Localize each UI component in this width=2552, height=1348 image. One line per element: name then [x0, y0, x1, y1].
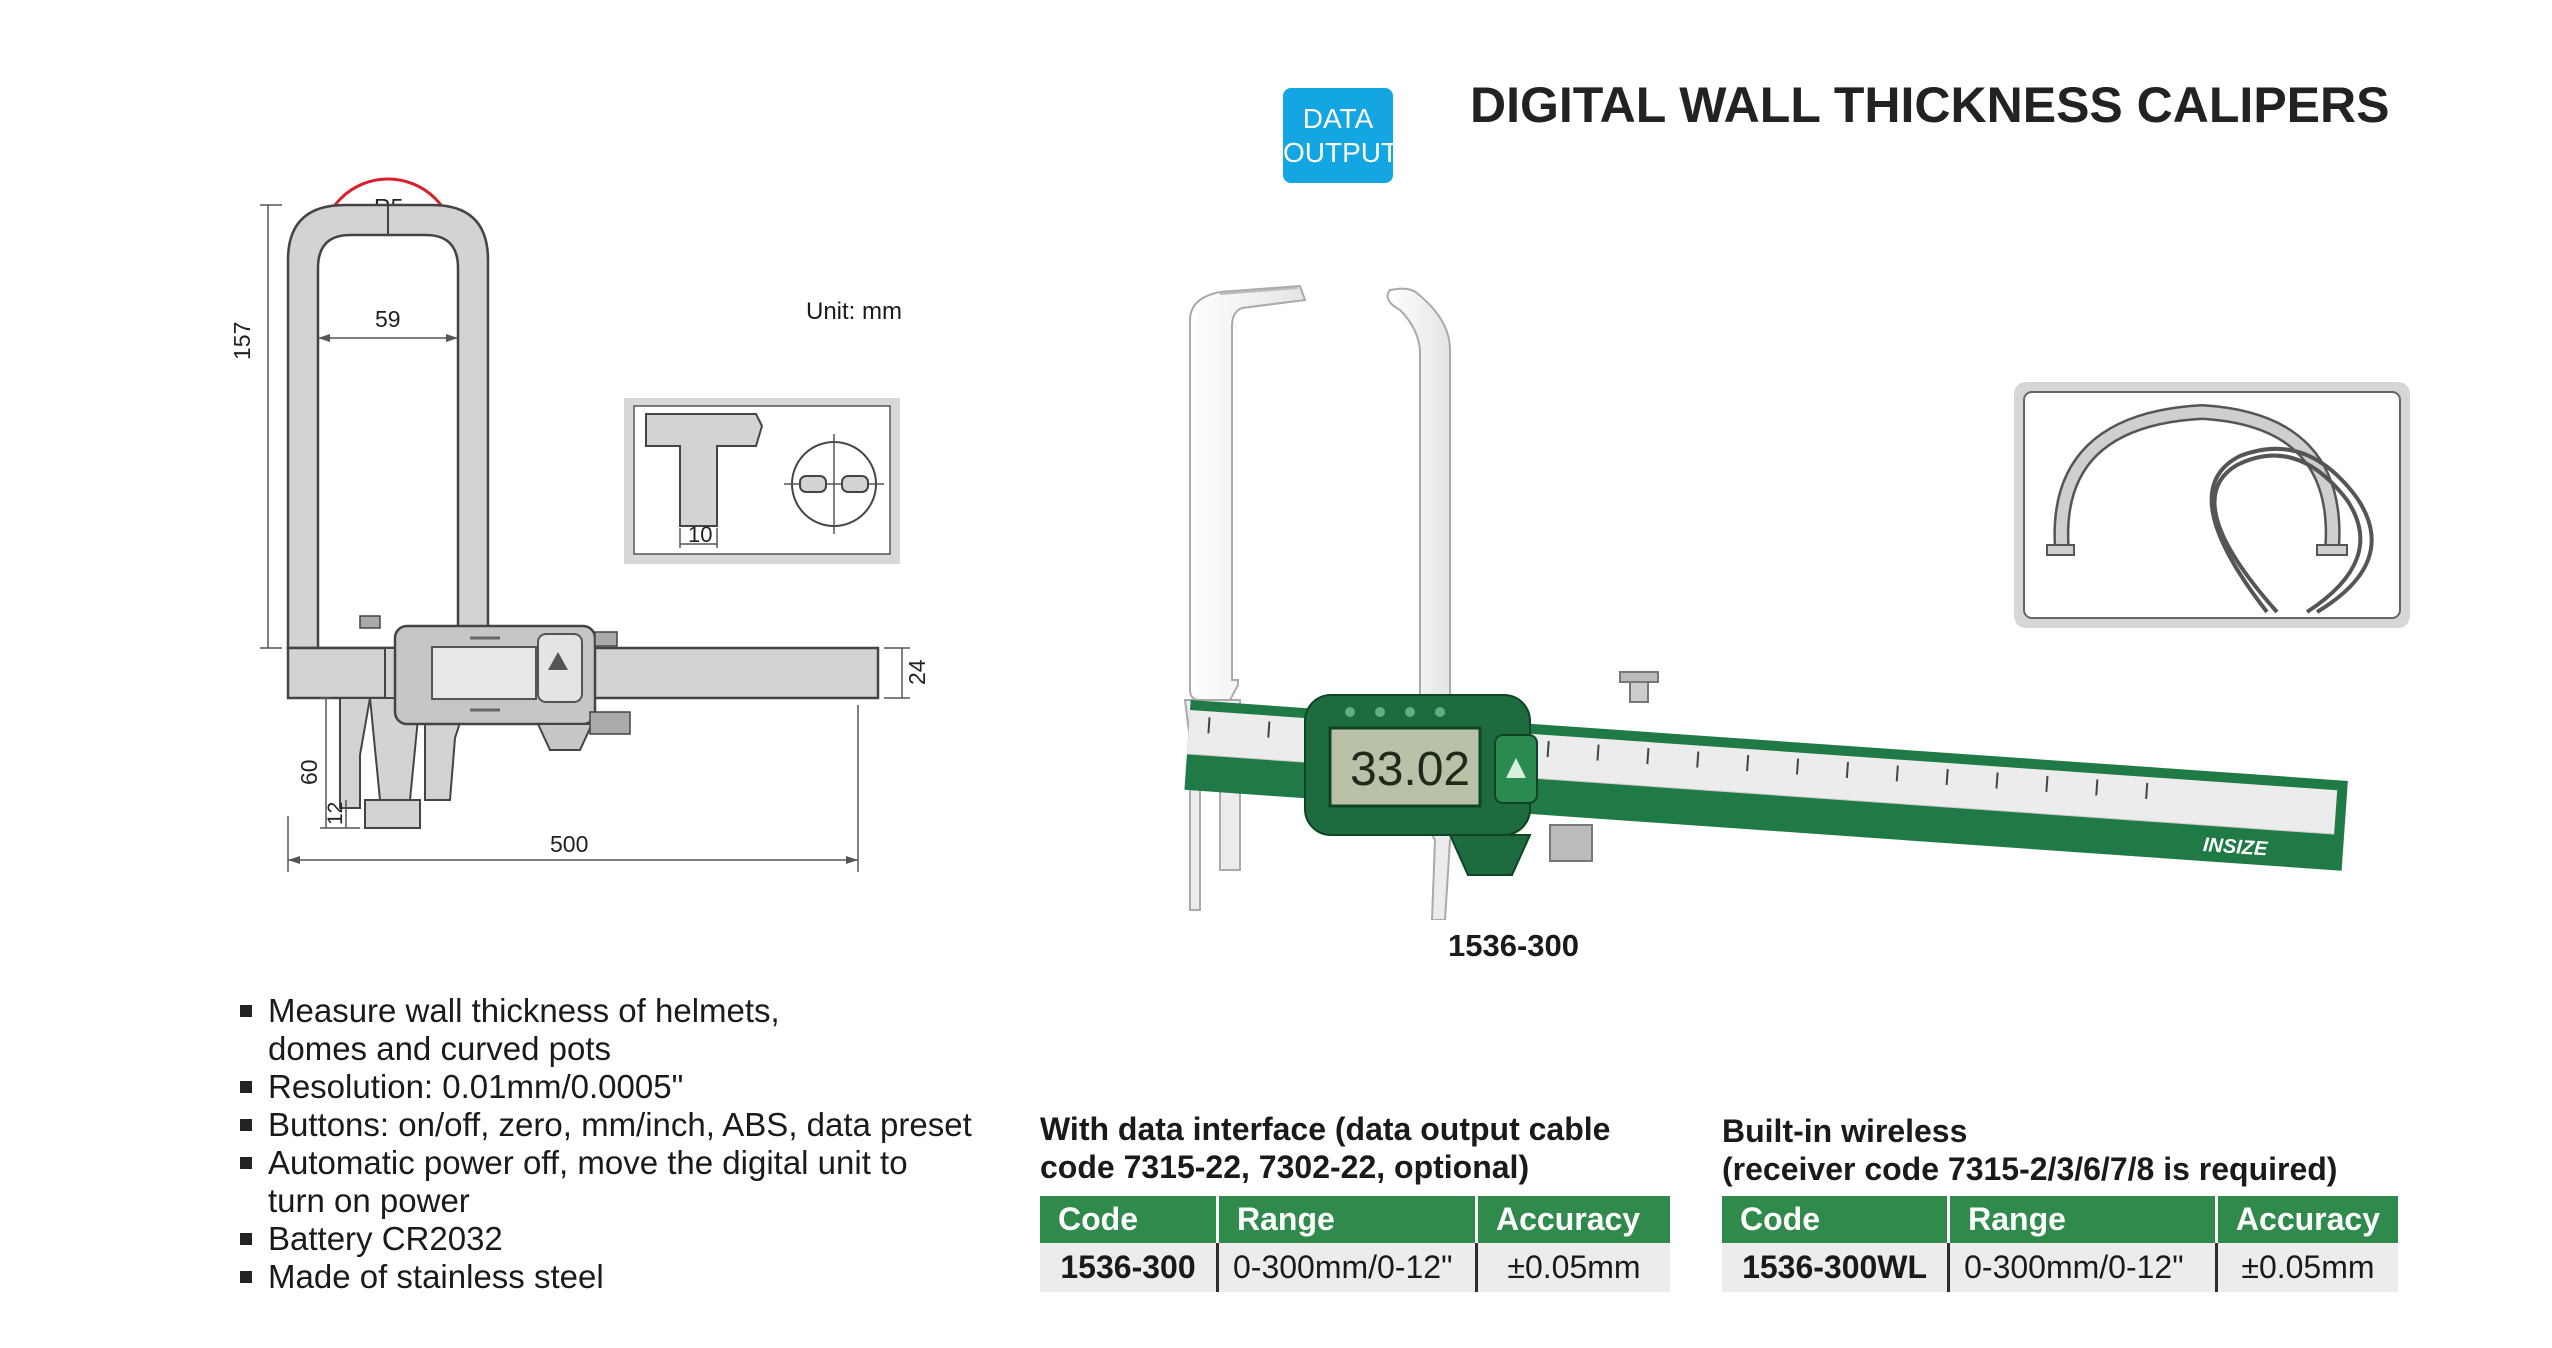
- dim-59: 59: [375, 306, 401, 332]
- table-header-row: [1040, 1196, 1670, 1243]
- cell-code: 1536-300: [1040, 1243, 1218, 1292]
- feature-item: Resolution: 0.01mm/0.0005": [236, 1068, 972, 1106]
- dim-500: 500: [550, 831, 589, 857]
- column-header-accuracy: Accuracy: [1477, 1196, 1671, 1243]
- feature-item: Battery CR2032: [236, 1220, 972, 1258]
- column-header-range: Range: [1949, 1196, 2217, 1243]
- table-header-row: [1722, 1196, 2398, 1243]
- feature-item-continued: domes and curved pots: [268, 1030, 612, 1067]
- spec-table-1: [1040, 1196, 1670, 1292]
- spec-block-data-interface: [1040, 1110, 1670, 1292]
- table2-title-line1: Built-in wireless: [1722, 1113, 1968, 1149]
- application-illustration: [2012, 380, 2412, 630]
- dim-10: 10: [688, 522, 713, 547]
- feature-item: Buttons: on/off, zero, mm/inch, ABS, data preset: [236, 1106, 972, 1144]
- lcd: [432, 647, 536, 699]
- cell-code: 1536-300WL: [1722, 1243, 1949, 1292]
- cell-accuracy: ±0.05mm: [2216, 1243, 2398, 1292]
- table1-title-line2: code 7315-22, 7302-22, optional): [1040, 1149, 1530, 1185]
- tip-detail: [622, 396, 902, 566]
- column-header-accuracy: Accuracy: [2216, 1196, 2398, 1243]
- feature-item-continued: turn on power: [268, 1182, 470, 1219]
- column-header-code: Code: [1040, 1196, 1218, 1243]
- table-row: [1040, 1243, 1670, 1292]
- model-number: 1536-300: [1448, 928, 1580, 963]
- dim-12: 12: [324, 801, 347, 825]
- brand-label: INSIZE: [2202, 834, 2269, 861]
- feature-item: Made of stainless steel: [236, 1258, 972, 1296]
- page-title: DIGITAL WALL THICKNESS CALIPERS: [1470, 77, 2390, 133]
- feature-item: Measure wall thickness of helmets,: [236, 992, 972, 1030]
- display-reading: 33.02: [1350, 743, 1471, 796]
- feature-list: [236, 992, 972, 1296]
- cell-accuracy: ±0.05mm: [1477, 1243, 1671, 1292]
- table-row: [1722, 1243, 2398, 1292]
- unit-label: Unit: mm: [806, 298, 902, 325]
- badge-line-1: DATA: [1302, 102, 1374, 134]
- cell-range: 0-300mm/0-12": [1949, 1243, 2217, 1292]
- spec-block-wireless: [1722, 1112, 2398, 1292]
- feature-item: Automatic power off, move the digital unit to: [236, 1144, 972, 1182]
- column-header-range: Range: [1218, 1196, 1477, 1243]
- table1-title-line1: With data interface (data output cable: [1040, 1111, 1611, 1147]
- column-header-code: Code: [1722, 1196, 1949, 1243]
- badge-line-2: OUTPUT: [1283, 136, 1399, 168]
- spec-table-2: [1722, 1196, 2398, 1292]
- dim-60: 60: [296, 759, 322, 785]
- lower-jaw-left: [340, 698, 370, 808]
- dim-24: 24: [904, 659, 930, 685]
- dim-157: 157: [229, 321, 255, 360]
- table2-title-line2: (receiver code 7315-2/3/6/7/8 is required): [1722, 1151, 2338, 1187]
- cell-range: 0-300mm/0-12": [1218, 1243, 1477, 1292]
- data-output-badge: [1283, 88, 1399, 183]
